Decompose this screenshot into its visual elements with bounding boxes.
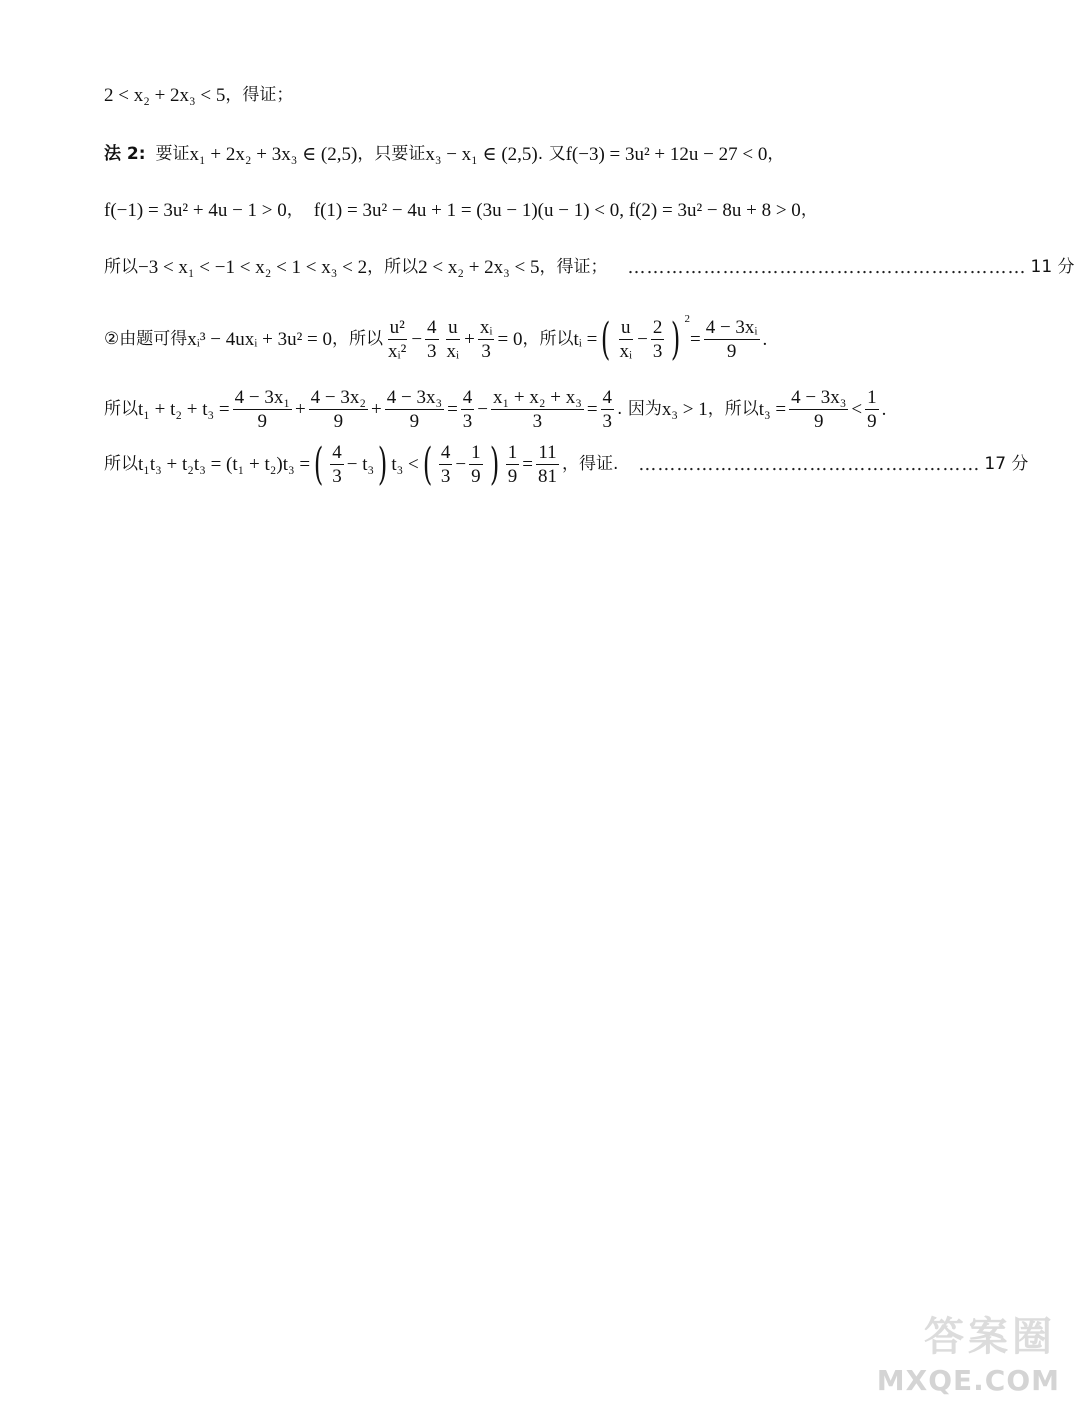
left-paren: (: [601, 313, 611, 365]
math-expression: xᵢ³ − 4uxᵢ + 3u² = 0: [187, 329, 333, 350]
leader-dots: ………………………………………………………: [627, 256, 1027, 278]
operator: −: [455, 454, 467, 475]
text: 所以: [104, 454, 138, 474]
text: ，: [800, 200, 818, 220]
score-label: 17 分: [984, 454, 1029, 474]
text: ，所以: [367, 257, 419, 277]
operator: −: [477, 399, 489, 420]
math-expression: x₃ − x₁ ∈ (2,5): [425, 144, 538, 165]
fraction: $\frac{\text{u²}}{\text{xᵢ²}}$: [388, 317, 407, 362]
fraction: $\frac{\text{4 − 3xᵢ}}{9}$: [705, 317, 758, 362]
line-conclusion-1: [104, 86, 980, 105]
text: ，所以: [707, 399, 759, 419]
fraction: $\frac{11}{81}$: [537, 442, 557, 487]
operator: =: [447, 399, 458, 420]
operator: =: [586, 399, 598, 420]
right-paren: ): [378, 438, 388, 490]
fraction: $\frac{\text{4 − 3x₂}}{9}$: [310, 387, 367, 432]
text: . 因为: [617, 399, 662, 419]
fraction: $\frac{\text{x₁ + x₂ + x₃}}{3}$: [493, 387, 582, 432]
text: . 又: [537, 144, 566, 164]
line-method-2: [104, 145, 980, 164]
period: .: [762, 329, 768, 350]
operator: = 0: [497, 329, 523, 350]
operator: <: [851, 399, 863, 420]
math-expression: −3 < x₁ < −1 < x₂ < 1 < x₃ < 2: [138, 257, 368, 278]
fraction: $\frac{\text{4 − 3x₃}}{9}$: [386, 387, 443, 432]
text: ，只要证: [357, 144, 426, 164]
math-expression: f(−3) = 3u² + 12u − 27 < 0: [565, 144, 768, 165]
right-paren: ): [489, 438, 499, 490]
math-inequality: 2 < x₂ + 2x₃ < 5: [104, 85, 226, 106]
fraction: $\frac{\text{xᵢ}}{3}$: [479, 317, 493, 362]
text-proved: ，得证；: [225, 85, 294, 105]
fraction: $\frac{1}{9}$: [471, 442, 481, 487]
method-label: 法 2:: [104, 144, 146, 164]
line-part-2: [104, 313, 980, 365]
text: 所以: [104, 399, 138, 419]
score-label: 11 分: [1030, 257, 1075, 277]
operator: −: [637, 329, 648, 350]
fraction: $\frac{4}{3}$: [332, 442, 342, 487]
operator: +: [464, 329, 475, 350]
fraction: $\frac{\text{4 − 3x₁}}{9}$: [234, 387, 290, 432]
left-paren: (: [313, 438, 324, 490]
math-expression: t₃ =: [758, 399, 787, 420]
math-expression: t₁t₃ + t₂t₃ = (t₁ + t₂)t₃ =: [138, 454, 311, 475]
math-expression: f(1) = 3u² − 4u + 1 = (3u − 1)(u − 1) < 0, f(2) = 3u² − 8u + 8 > 0: [313, 200, 801, 221]
text: 要证: [155, 144, 190, 164]
text: ，所以: [522, 329, 574, 349]
math-expression: 2 < x₂ + 2x₃ < 5: [418, 257, 540, 278]
operator: +: [294, 399, 306, 420]
line-function-values: [104, 201, 980, 220]
math-expression: x₃ > 1: [661, 399, 708, 420]
text: ②由题可得: [104, 329, 188, 349]
text: ，: [767, 144, 785, 164]
fraction: $\frac{\text{4 − 3x₃}}{9}$: [791, 387, 847, 432]
text: 所以: [104, 257, 138, 277]
fraction: $\frac{1}{9}$: [867, 387, 877, 432]
fraction: $\frac{u}{\text{xᵢ}}$: [446, 317, 460, 362]
exponent: 2: [684, 313, 690, 325]
line-sum-t: [104, 388, 980, 431]
watermark-url: MXQE.COM: [876, 1364, 1060, 1397]
watermark-top: 答案圈: [924, 1314, 1056, 1360]
fraction: $\frac{u}{\text{xᵢ}}$: [619, 317, 633, 362]
math-expression: t₃ <: [391, 454, 419, 475]
fraction: $\frac{4}{3}$: [462, 387, 473, 432]
line-product-t: [104, 438, 1029, 490]
fraction: $\frac{2}{3}$: [652, 317, 663, 362]
right-paren: ): [671, 313, 681, 365]
left-paren: (: [422, 438, 432, 490]
operator: =: [689, 329, 701, 350]
leader-dots: ………………………………………………: [638, 453, 981, 475]
fraction: $\frac{4}{3}$: [427, 317, 437, 362]
period: .: [881, 399, 887, 420]
fraction: $\frac{4}{3}$: [602, 387, 613, 432]
watermark-logo: [876, 1301, 1066, 1401]
text: ，得证；: [539, 257, 608, 277]
operator: +: [371, 399, 382, 420]
text: ，所以: [332, 329, 384, 349]
operator: −: [411, 329, 423, 350]
math-expression: x₁ + 2x₂ + 3x₃ ∈ (2,5): [189, 144, 358, 165]
text: ，: [286, 200, 304, 220]
line-roots-range: [104, 256, 1075, 278]
math-expression: f(−1) = 3u² + 4u − 1 > 0: [104, 200, 287, 221]
fraction: $\frac{1}{9}$: [507, 442, 518, 487]
math-expression: tᵢ =: [573, 329, 598, 350]
text: ，得证.: [561, 454, 619, 474]
operator: =: [522, 454, 533, 475]
math-expression: t₁ + t₂ + t₃ =: [138, 399, 230, 420]
fraction: $\frac{4}{3}$: [440, 442, 451, 487]
math-expression: − t₃: [346, 454, 375, 475]
